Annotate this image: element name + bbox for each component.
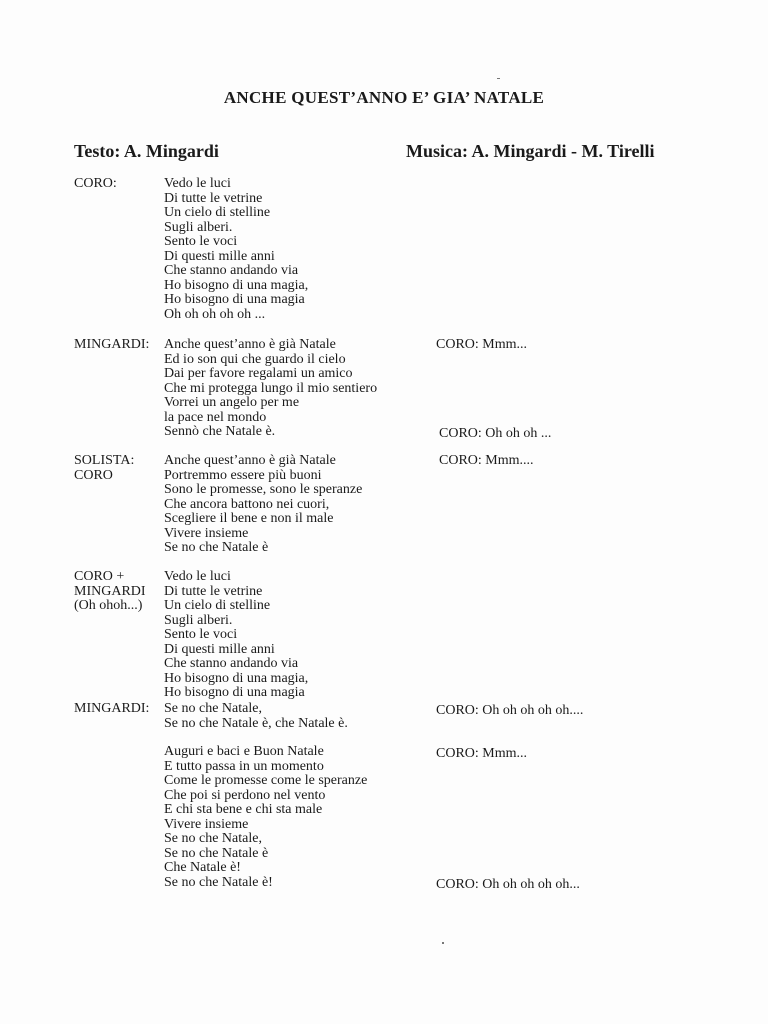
scan-speck — [442, 942, 444, 944]
lyric-lines — [164, 745, 434, 890]
scan-speck — [497, 78, 500, 79]
lyric-lines — [164, 177, 434, 322]
lyrics-credit: Testo: A. Mingardi — [74, 141, 219, 161]
lyric-line: Dai per favore regalami un amico — [164, 366, 353, 381]
lyric-line: Anche quest’anno è già Natale — [164, 453, 336, 468]
lyric-line: Un cielo di stelline — [164, 205, 271, 220]
lyric-line: Portremmo essere più buoni — [164, 467, 322, 483]
lyric-lines — [164, 570, 434, 701]
lyric-line: Che poi si perdono nel vento — [164, 787, 326, 803]
lyric-line: Ed io son qui che guardo il cielo — [164, 351, 346, 367]
lyric-line: E tutto passa in un momento — [164, 758, 324, 774]
chorus-note: CORO: Oh oh oh oh oh.... — [436, 703, 584, 718]
lyric-line: Se no che Natale è, che Natale è. — [164, 715, 348, 731]
lyric-line: Vorrei un angelo per me — [164, 395, 300, 410]
lyric-line: Che mi protegga lungo il mio sentiero — [164, 380, 378, 396]
lyric-line: Se no che Natale è! — [164, 874, 273, 890]
lyric-lines — [164, 702, 434, 731]
chorus-note: CORO: Mmm... — [436, 337, 528, 352]
lyric-line: Sennò che Natale è. — [164, 424, 276, 439]
chorus-note: CORO: Oh oh oh ... — [439, 426, 552, 441]
lyric-line: Scegliere il bene e non il male — [164, 511, 334, 526]
music-credit: Musica: A. Mingardi - M. Tirelli — [406, 141, 655, 161]
lyric-line: Un cielo di stelline — [164, 598, 271, 613]
lyric-line: Sugli alberi. — [164, 612, 233, 628]
lyric-line: Sugli alberi. — [164, 219, 233, 235]
lyric-line: Ho bisogno di una magia, — [164, 670, 309, 686]
lyric-line: Vedo le luci — [164, 176, 231, 191]
speaker-label: MINGARDI: — [74, 701, 150, 716]
chorus-note: CORO: Oh oh oh oh oh... — [436, 877, 580, 892]
lyric-line: Ho bisogno di una magia — [164, 292, 305, 307]
lyric-line: Vivere insieme — [164, 525, 249, 541]
lyric-line: Sento le voci — [164, 627, 238, 642]
lyric-line: Auguri e baci e Buon Natale — [164, 744, 324, 759]
lyric-line: Oh oh oh oh oh ... — [164, 306, 266, 322]
lyric-line: Se no che Natale, — [164, 701, 262, 716]
lyric-line: Anche quest’anno è già Natale — [164, 337, 336, 352]
lyric-line: Che ancora battono nei cuori, — [164, 496, 330, 512]
lyric-lines — [164, 338, 434, 440]
lyric-line: Se no che Natale è — [164, 540, 269, 555]
lyric-line: Come le promesse come le speranze — [164, 773, 368, 788]
lyric-line: la pace nel mondo — [164, 409, 267, 425]
lyric-line: Di questi mille anni — [164, 641, 275, 657]
speaker-label: CORO + MINGARDI (Oh ohoh...) — [74, 569, 146, 613]
speaker-label: MINGARDI: — [74, 337, 150, 352]
lyric-line: Vedo le luci — [164, 569, 231, 584]
lyric-line: Se no che Natale, — [164, 831, 262, 846]
lyric-line: Che stanno andando via — [164, 656, 299, 671]
lyric-line: E chi sta bene e chi sta male — [164, 802, 323, 817]
lyric-line: Ho bisogno di una magia — [164, 685, 305, 700]
lyric-line: Vivere insieme — [164, 816, 249, 832]
lyric-line: Che stanno andando via — [164, 263, 299, 278]
lyric-line: Di tutte le vetrine — [164, 190, 263, 206]
lyric-line: Di tutte le vetrine — [164, 583, 263, 599]
song-title: ANCHE QUEST’ANNO E’ GIA’ NATALE — [223, 88, 545, 107]
lyric-line: Ho bisogno di una magia, — [164, 277, 309, 293]
chorus-note: CORO: Mmm.... — [439, 453, 534, 468]
speaker-label: CORO: — [74, 176, 117, 191]
lyric-line: Sono le promesse, sono le speranze — [164, 482, 363, 497]
chorus-note: CORO: Mmm... — [436, 746, 528, 761]
lyric-line: Se no che Natale è — [164, 845, 269, 861]
lyric-line: Sento le voci — [164, 234, 238, 249]
lyric-lines — [164, 454, 434, 556]
lyric-line: Di questi mille anni — [164, 248, 275, 264]
lyric-line: Che Natale è! — [164, 860, 241, 875]
speaker-label: SOLISTA: CORO — [74, 453, 135, 483]
